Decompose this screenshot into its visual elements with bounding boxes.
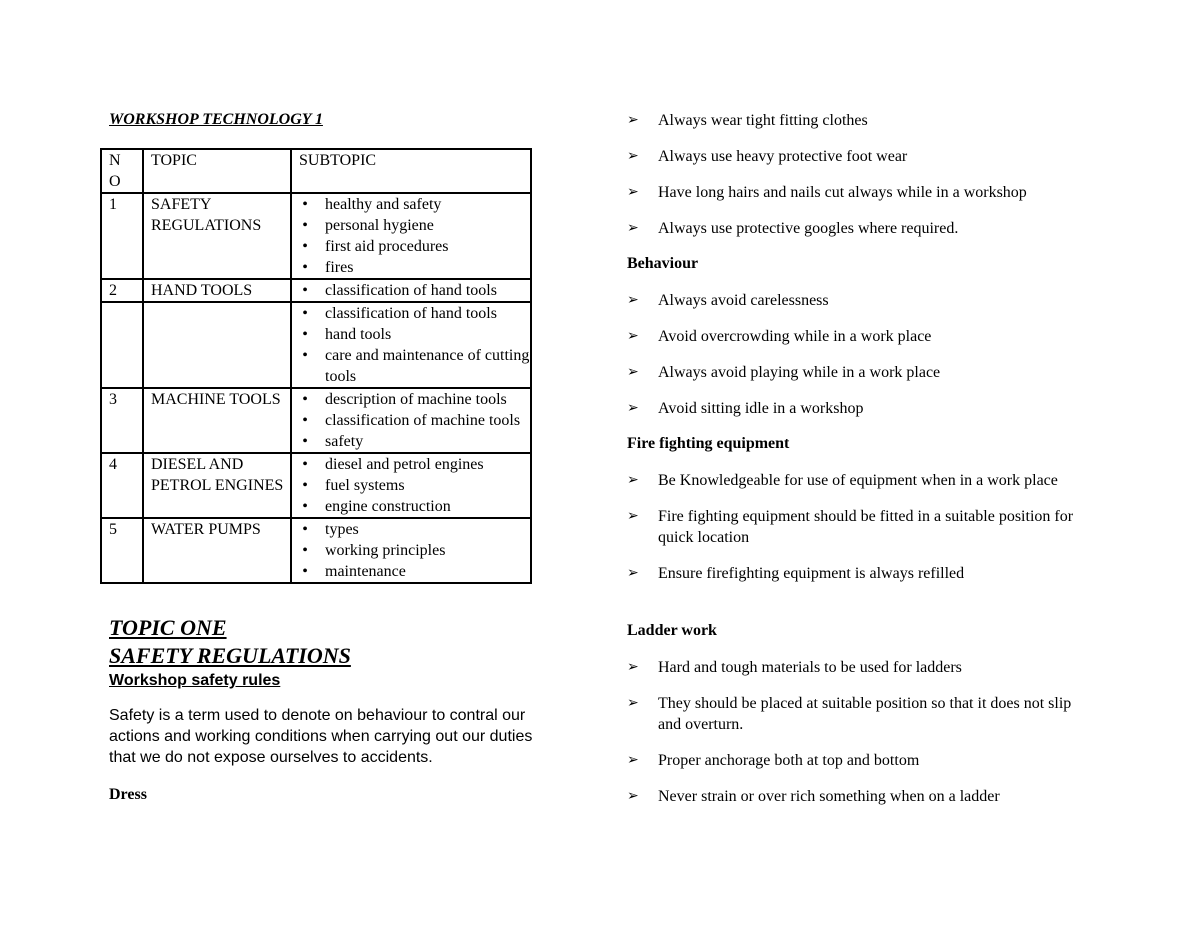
row-topic	[143, 302, 291, 388]
row-subtopics	[291, 388, 531, 453]
arrowhead-bullet-icon: ➢	[627, 400, 639, 416]
list-item: ➢ Always use protective googles where required.	[627, 220, 959, 237]
row-subtopics	[291, 193, 531, 279]
arrowhead-bullet-icon: ➢	[627, 328, 639, 344]
row-subtopics	[291, 302, 531, 388]
list-item: ➢ Avoid sitting idle in a workshop	[627, 400, 864, 417]
list-item: ➢ Ensure firefighting equipment is always refilled	[627, 565, 965, 582]
row-no: 2	[101, 279, 143, 302]
list-item: ➢ Have long hairs and nails cut always while in a workshop	[627, 184, 1027, 201]
subtopic-item: • working principles	[299, 540, 530, 561]
workshop-safety-rules-heading: Workshop safety rules	[109, 672, 281, 689]
list-item: ➢ Hard and tough materials to be used for ladders	[627, 659, 962, 676]
round-bullet-icon: •	[302, 326, 308, 343]
round-bullet-icon: •	[302, 456, 308, 473]
list-item: ➢ Be Knowledgeable for use of equipment when in a work place	[627, 472, 1058, 489]
arrowhead-bullet-icon: ➢	[627, 112, 639, 128]
behaviour-list	[627, 290, 940, 419]
list-item: ➢ Always avoid carelessness	[627, 292, 829, 309]
round-bullet-icon: •	[302, 259, 308, 276]
subtopic-item: • healthy and safety	[299, 194, 530, 215]
fire-fighting-heading: Fire fighting equipment	[627, 435, 790, 452]
round-bullet-icon: •	[302, 391, 308, 408]
syllabus-table	[100, 148, 532, 584]
topic-heading: TOPIC ONE	[109, 615, 227, 640]
subtopic-item: • hand tools	[299, 324, 530, 345]
row-no: 4	[101, 453, 143, 518]
safety-definition-paragraph: Safety is a term used to denote on behaviour to contral our actions and working conditions when carrying out our duties that we do not expose ourselves to accidents.	[109, 707, 533, 766]
round-bullet-icon: •	[302, 477, 308, 494]
round-bullet-icon: •	[302, 282, 308, 299]
arrowhead-bullet-icon: ➢	[627, 508, 639, 524]
row-subtopics	[291, 518, 531, 583]
round-bullet-icon: •	[302, 305, 308, 322]
table-row	[101, 302, 531, 388]
arrowhead-bullet-icon: ➢	[627, 565, 639, 581]
table-row	[101, 193, 531, 279]
document-title: WORKSHOP TECHNOLOGY 1	[109, 111, 323, 128]
subtopic-item: • description of machine tools	[299, 389, 530, 410]
table-row	[101, 518, 531, 583]
fire-fighting-list	[627, 470, 1087, 584]
ladder-work-heading: Ladder work	[627, 622, 717, 639]
list-item: ➢ Always avoid playing while in a work place	[627, 364, 941, 381]
list-item: ➢ Always wear tight fitting clothes	[627, 112, 868, 129]
list-item: ➢ They should be placed at suitable position so that it does not slip and overturn.	[627, 695, 1072, 733]
subtopic-item: • personal hygiene	[299, 215, 530, 236]
subtopic-item: • types	[299, 519, 530, 540]
round-bullet-icon: •	[302, 347, 308, 364]
row-subtopics	[291, 453, 531, 518]
row-no: 1	[101, 193, 143, 279]
list-item: ➢ Proper anchorage both at top and bottom	[627, 752, 920, 769]
arrowhead-bullet-icon: ➢	[627, 364, 639, 380]
round-bullet-icon: •	[302, 542, 308, 559]
row-topic: MACHINE TOOLS	[143, 388, 291, 453]
arrowhead-bullet-icon: ➢	[627, 148, 639, 164]
subtopic-item: • care and maintenance of cutting tools	[299, 345, 530, 387]
subtopic-item: • classification of machine tools	[299, 410, 530, 431]
subtopic-item: • first aid procedures	[299, 236, 530, 257]
round-bullet-icon: •	[302, 217, 308, 234]
round-bullet-icon: •	[302, 563, 308, 580]
table-row	[101, 279, 531, 302]
safety-regulations-heading: SAFETY REGULATIONS	[109, 643, 351, 668]
row-subtopics	[291, 279, 531, 302]
arrowhead-bullet-icon: ➢	[627, 788, 639, 804]
subtopic-item: • diesel and petrol engines	[299, 454, 530, 475]
subtopic-item: • fuel systems	[299, 475, 530, 496]
list-item: ➢ Always use heavy protective foot wear	[627, 148, 908, 165]
round-bullet-icon: •	[302, 238, 308, 255]
header-subtopic: SUBTOPIC	[291, 149, 531, 193]
row-topic: HAND TOOLS	[143, 279, 291, 302]
row-topic: SAFETY REGULATIONS	[143, 193, 291, 279]
header-topic: TOPIC	[143, 149, 291, 193]
dress-list	[627, 110, 1027, 239]
list-item: ➢ Fire fighting equipment should be fitted in a suitable position for quick location	[627, 508, 1074, 546]
round-bullet-icon: •	[302, 521, 308, 538]
subtopic-item: • classification of hand tools	[299, 303, 530, 324]
arrowhead-bullet-icon: ➢	[627, 659, 639, 675]
ladder-work-list	[627, 657, 1087, 807]
row-topic: DIESEL AND PETROL ENGINES	[143, 453, 291, 518]
round-bullet-icon: •	[302, 412, 308, 429]
behaviour-heading: Behaviour	[627, 255, 699, 272]
subtopic-item: • fires	[299, 257, 530, 278]
round-bullet-icon: •	[302, 196, 308, 213]
round-bullet-icon: •	[302, 433, 308, 450]
subtopic-item: • safety	[299, 431, 530, 452]
subtopic-item: • classification of hand tools	[299, 280, 530, 301]
arrowhead-bullet-icon: ➢	[627, 695, 639, 711]
table-row	[101, 388, 531, 453]
left-column	[100, 108, 560, 803]
arrowhead-bullet-icon: ➢	[627, 184, 639, 200]
table-row	[101, 453, 531, 518]
header-no: N O	[101, 149, 143, 193]
arrowhead-bullet-icon: ➢	[627, 472, 639, 488]
round-bullet-icon: •	[302, 498, 308, 515]
list-item: ➢ Avoid overcrowding while in a work place	[627, 328, 932, 345]
arrowhead-bullet-icon: ➢	[627, 752, 639, 768]
arrowhead-bullet-icon: ➢	[627, 292, 639, 308]
subtopic-item: • maintenance	[299, 561, 530, 582]
list-item: ➢ Never strain or over rich something when on a ladder	[627, 788, 1000, 805]
row-topic: WATER PUMPS	[143, 518, 291, 583]
dress-heading: Dress	[109, 786, 147, 803]
row-no: 5	[101, 518, 143, 583]
row-no: 3	[101, 388, 143, 453]
table-header-row	[101, 149, 531, 193]
row-no	[101, 302, 143, 388]
subtopic-item: • engine construction	[299, 496, 530, 517]
arrowhead-bullet-icon: ➢	[627, 220, 639, 236]
